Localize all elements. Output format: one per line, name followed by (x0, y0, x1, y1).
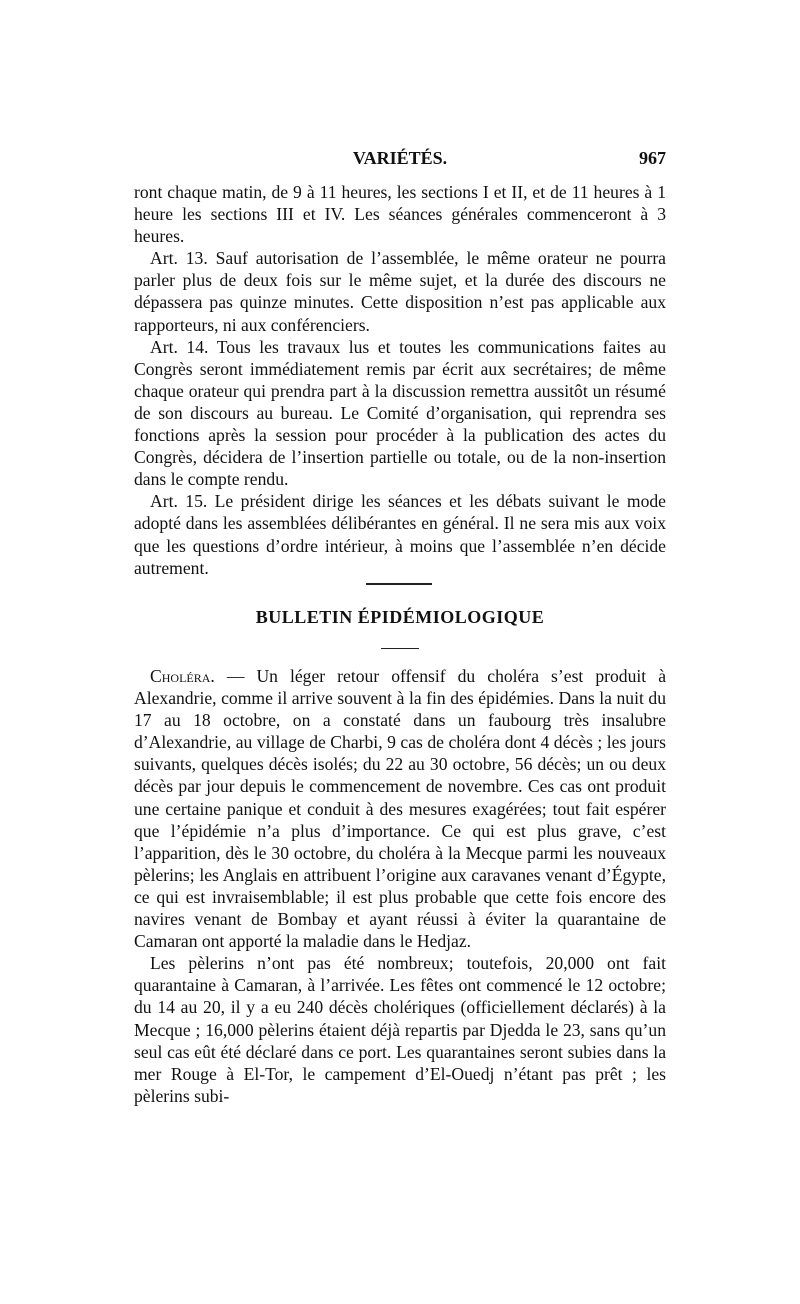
page-number: 967 (639, 148, 666, 168)
section-title: BULLETIN ÉPIDÉMIOLOGIQUE (255, 607, 545, 627)
paragraph-text: Sauf autorisation de l’assemblée, le même orateur ne pourra parler plus de deux fois sur le même sujet, et la durée des discours ne dépassera pas quinze minutes. Cette disposition n’est pas applicable aux rapporteurs, ni aux conférenciers. (134, 248, 666, 335)
article-14 (134, 336, 666, 491)
cholera-paragraph (134, 665, 666, 952)
article-label: Art. 15. (150, 491, 208, 512)
paragraph-text: ront chaque matin, de 9 à 11 heures, les sections I et II, et de 11 heures à 1 heure les sections III et IV. Les séances générales commenceront à 3 heures. (134, 182, 666, 247)
paragraph-text: — Un léger retour offensif du choléra s’est produit à Alexandrie, comme il arrive souvent à la fin des épidémies. Dans la nuit du 17 au 18 octobre, on a constaté dans un faubourg très insalubre d’Alexandrie, au village de Charbi, 9 cas de choléra dont 4 décès ; les jours suivants, quelques décès isolés; du 22 au 30 octobre, 56 décès; un ou deux décès par jour depuis le commencement de novembre. Ces cas ont produit une certaine panique et conduit à des mesures exagérées; tout fait espérer que l’épidémie n’a plus d’importance. Ce qui est plus grave, c’est l’apparition, dès le 30 octobre, du choléra à la Mecque parmi les nouveaux pèlerins; les Anglais en attribuent l’origine aux caravanes venant d’Égypte, ce qui est invraisemblable; il est plus probable que cette fois encore des navires venant de Bombay et ayant réussi à éviter la quarantaine de Camaran ont apporté la maladie dans le Hedjaz. (134, 666, 666, 952)
running-head-title: VARIÉTÉS. (352, 148, 448, 168)
paragraph-text: Les pèlerins n’ont pas été nombreux; toutefois, 20,000 ont fait quarantaine à Camaran, à l’arrivée. Les fêtes ont commencé le 12 octobre; du 14 au 20, il y a eu 240 décès cholériques (officiellement déclarés) à la Mecque ; 16,000 pèlerins étaient déjà repartis par Djedda le 23, sans qu’un seul cas eût été déclaré dans ce port. Les quarantaines seront subies dans la mer Rouge à El-Tor, le campement d’El-Ouedj n’étant pas prêt ; les pèlerins subi- (134, 953, 666, 1106)
article-15 (134, 490, 666, 578)
paragraph-continuation (134, 181, 666, 247)
running-head (134, 148, 666, 172)
paragraph-text: Tous les travaux lus et toutes les communications faites au Congrès seront immédiatement remis par écrit aux secrétaires; de même chaque orateur qui prendra part à la discussion remettra aussitôt un résumé de son discours au bureau. Le Comité d’organisation, qui reprendra ses fonctions après la session pour procéder à la publication des actes du Congrès, décidera de l’insertion partielle ou totale, ou de la non-insertion dans le compte rendu. (134, 336, 666, 490)
article-13 (134, 247, 666, 335)
lead-word: Choléra. (150, 666, 215, 686)
pilgrims-paragraph (134, 952, 666, 1107)
section-divider (366, 583, 432, 585)
regulations-text (134, 181, 666, 579)
article-label: Art. 14. (150, 336, 209, 357)
bulletin-text (134, 665, 666, 1107)
article-label: Art. 13. (150, 248, 208, 269)
paragraph-text: Le président dirige les séances et les débats suivant le mode adopté dans les assemblées délibérantes en général. Il ne sera mis aux voix que les questions d’ordre intérieur, à moins que l’assemblée n’en décide autrement. (134, 491, 666, 578)
title-underline (381, 648, 419, 649)
